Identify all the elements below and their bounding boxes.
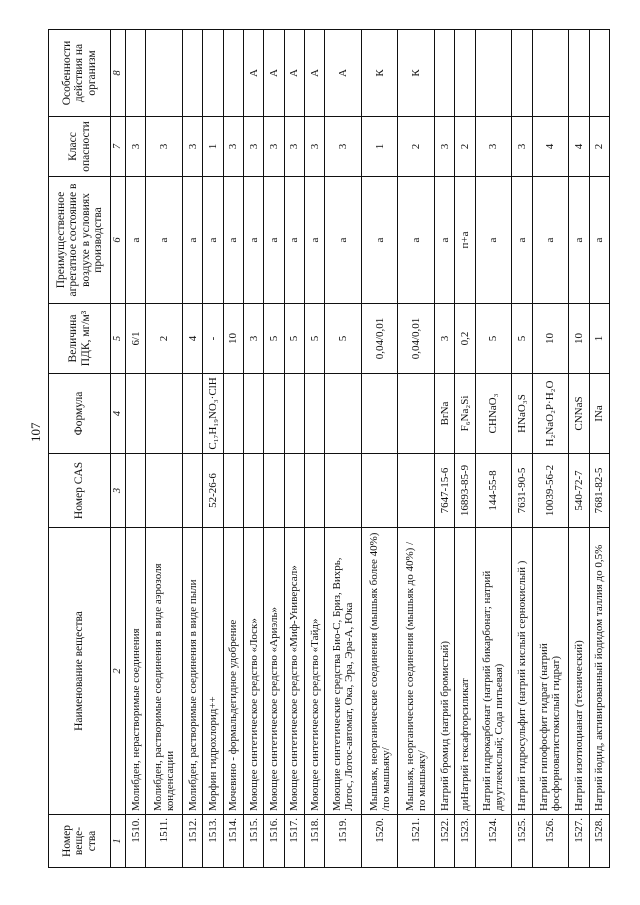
- cell-pdk: 5: [325, 304, 362, 374]
- cell-pdk: 3: [243, 304, 263, 374]
- cell-pdk: 0,04/0,01: [361, 304, 398, 374]
- column-number: 4: [111, 374, 126, 454]
- cell-formula: C₁₇H₁₉NO₃·ClH: [203, 374, 223, 454]
- cell-name: Мочевино - формальдегидное удобрение: [223, 528, 243, 815]
- cell-formula: HNaO₃S: [512, 374, 532, 454]
- cell-num: 1510.: [126, 815, 146, 868]
- column-number: 6: [111, 177, 126, 304]
- cell-feature: А: [243, 30, 263, 117]
- column-number: 7: [111, 117, 126, 177]
- cell-num: 1525.: [512, 815, 532, 868]
- header-state: Преимущественное агрегатное состояние в воздухе в условиях производства: [49, 177, 111, 304]
- cell-name: Морфин гидрохлорид++: [203, 528, 223, 815]
- cell-formula: [223, 374, 243, 454]
- cell-pdk: 0,2: [455, 304, 475, 374]
- cell-num: 1511.: [146, 815, 183, 868]
- table-row: [325, 30, 362, 868]
- cell-state: а: [569, 177, 589, 304]
- table-row: [361, 30, 398, 868]
- cell-state: а: [264, 177, 284, 304]
- cell-formula: [284, 374, 304, 454]
- cell-feature: А: [325, 30, 362, 117]
- header-formula: Формула: [49, 374, 111, 454]
- cell-pdk: 10: [223, 304, 243, 374]
- cell-class: 3: [304, 117, 324, 177]
- cell-cas: [126, 454, 146, 528]
- cell-name: диНатрий гексафторсиликат: [455, 528, 475, 815]
- cell-name: Моющее синтетическое средство «Миф-Универсал»: [284, 528, 304, 815]
- cell-name: Мышьяк, неорганические соединения (мышьяк до 40%) /по мышьяку/: [398, 528, 435, 815]
- cell-feature: [146, 30, 183, 117]
- page-number: 107: [28, 422, 43, 442]
- header-feature: Особенности действия на организм: [49, 30, 111, 117]
- cell-state: а: [203, 177, 223, 304]
- cell-formula: [304, 374, 324, 454]
- table-row: [569, 30, 589, 868]
- cell-class: 1: [203, 117, 223, 177]
- cell-formula: CHNaO₃: [475, 374, 512, 454]
- cell-formula: [264, 374, 284, 454]
- cell-feature: [203, 30, 223, 117]
- cell-name: Молибден, растворимые соединения в виде аэрозоля конденсации: [146, 528, 183, 815]
- cell-cas: 10039-56-2: [532, 454, 569, 528]
- cell-formula: F₆Na₂Si: [455, 374, 475, 454]
- table-row: [455, 30, 475, 868]
- table-row: [435, 30, 455, 868]
- table-row: [512, 30, 532, 868]
- column-number: 8: [111, 30, 126, 117]
- column-number: 2: [111, 528, 126, 815]
- cell-num: 1517.: [284, 815, 304, 868]
- cell-pdk: 5: [264, 304, 284, 374]
- table-row: [589, 30, 610, 868]
- cell-pdk: 5: [284, 304, 304, 374]
- cell-name: Моющее синтетическое средство «Ариэль»: [264, 528, 284, 815]
- cell-num: 1526.: [532, 815, 569, 868]
- table-row: [284, 30, 304, 868]
- table-row: [203, 30, 223, 868]
- header-num: Номер веще- ства: [49, 815, 111, 868]
- cell-cas: [182, 454, 202, 528]
- cell-feature: [126, 30, 146, 117]
- substances-table: [48, 29, 610, 868]
- cell-state: а: [304, 177, 324, 304]
- cell-feature: [182, 30, 202, 117]
- cell-class: 4: [532, 117, 569, 177]
- cell-cas: [304, 454, 324, 528]
- header-name: Наименование вещества: [49, 528, 111, 815]
- cell-cas: 16893-85-9: [455, 454, 475, 528]
- cell-feature: [532, 30, 569, 117]
- table-header-row: [49, 30, 111, 868]
- cell-class: 3: [435, 117, 455, 177]
- table-row: [398, 30, 435, 868]
- cell-num: 1519.: [325, 815, 362, 868]
- cell-name: Моющие синтетические средства Био-С, Бриз, Вихрь, Лотос, Лотос-автомат, Ока, Эра, Эра-А, Юка: [325, 528, 362, 815]
- cell-class: 4: [569, 117, 589, 177]
- header-cas: Номер CAS: [49, 454, 111, 528]
- cell-feature: А: [284, 30, 304, 117]
- cell-state: а: [435, 177, 455, 304]
- cell-class: 3: [512, 117, 532, 177]
- cell-cas: [284, 454, 304, 528]
- cell-feature: А: [264, 30, 284, 117]
- cell-cas: 144-55-8: [475, 454, 512, 528]
- cell-name: Натрий йодид, активированный йодидом таллия до 0,5%: [589, 528, 610, 815]
- cell-num: 1516.: [264, 815, 284, 868]
- table-row: [182, 30, 202, 868]
- cell-feature: К: [361, 30, 398, 117]
- cell-feature: [512, 30, 532, 117]
- cell-cas: 52-26-6: [203, 454, 223, 528]
- cell-pdk: 1: [589, 304, 610, 374]
- cell-num: 1512.: [182, 815, 202, 868]
- cell-state: п+а: [455, 177, 475, 304]
- cell-feature: [223, 30, 243, 117]
- cell-pdk: 3: [435, 304, 455, 374]
- table-row: [264, 30, 284, 868]
- cell-formula: [146, 374, 183, 454]
- cell-name: Моющее синтетическое средство «Лоск»: [243, 528, 263, 815]
- table-row: [146, 30, 183, 868]
- cell-formula: [243, 374, 263, 454]
- cell-cas: [146, 454, 183, 528]
- cell-feature: [589, 30, 610, 117]
- cell-num: 1522.: [435, 815, 455, 868]
- header-class: Класс опасности: [49, 117, 111, 177]
- cell-name: Молибден, растворимые соединения в виде пыли: [182, 528, 202, 815]
- cell-state: а: [126, 177, 146, 304]
- cell-num: 1521.: [398, 815, 435, 868]
- cell-pdk: 2: [146, 304, 183, 374]
- cell-state: а: [146, 177, 183, 304]
- cell-state: а: [532, 177, 569, 304]
- cell-num: 1514.: [223, 815, 243, 868]
- cell-class: 2: [398, 117, 435, 177]
- cell-cas: [223, 454, 243, 528]
- cell-cas: [264, 454, 284, 528]
- cell-class: 3: [243, 117, 263, 177]
- cell-pdk: 4: [182, 304, 202, 374]
- cell-formula: BrNa: [435, 374, 455, 454]
- cell-num: 1524.: [475, 815, 512, 868]
- cell-pdk: -: [203, 304, 223, 374]
- cell-class: 3: [182, 117, 202, 177]
- cell-num: 1527.: [569, 815, 589, 868]
- cell-state: а: [475, 177, 512, 304]
- cell-pdk: 10: [569, 304, 589, 374]
- column-number: 5: [111, 304, 126, 374]
- column-number: 1: [111, 815, 126, 868]
- cell-name: Натрий гипофосфит гидрат (натрий фосфорноватистокислый гидрат): [532, 528, 569, 815]
- cell-formula: [361, 374, 398, 454]
- cell-num: 1515.: [243, 815, 263, 868]
- cell-num: 1520.: [361, 815, 398, 868]
- cell-pdk: 6/1: [126, 304, 146, 374]
- table-row: [223, 30, 243, 868]
- cell-state: а: [243, 177, 263, 304]
- cell-formula: [398, 374, 435, 454]
- cell-class: 2: [589, 117, 610, 177]
- cell-num: 1528.: [589, 815, 610, 868]
- table-row: [126, 30, 146, 868]
- cell-name: Натрий гидрокарбонат (натрий бикарбонат; натрий двууглекислый; Сода питьевая): [475, 528, 512, 815]
- cell-state: а: [182, 177, 202, 304]
- cell-formula: [325, 374, 362, 454]
- cell-class: 3: [475, 117, 512, 177]
- cell-cas: 7631-90-5: [512, 454, 532, 528]
- cell-class: 3: [284, 117, 304, 177]
- cell-feature: [475, 30, 512, 117]
- cell-num: 1513.: [203, 815, 223, 868]
- cell-class: 2: [455, 117, 475, 177]
- rotated-page: [48, 30, 610, 868]
- cell-num: 1518.: [304, 815, 324, 868]
- cell-class: 3: [126, 117, 146, 177]
- cell-pdk: 0,04/0,01: [398, 304, 435, 374]
- cell-feature: К: [398, 30, 435, 117]
- cell-name: Мышьяк, неорганические соединения (мышьяк более 40%) /по мышьяку/: [361, 528, 398, 815]
- cell-pdk: 5: [512, 304, 532, 374]
- column-number-row: [111, 30, 126, 868]
- cell-feature: [455, 30, 475, 117]
- table-row: [243, 30, 263, 868]
- cell-state: а: [284, 177, 304, 304]
- cell-name: Натрий гидросульфит (натрий кислый сернокислый ): [512, 528, 532, 815]
- cell-cas: 7647-15-6: [435, 454, 455, 528]
- cell-pdk: 5: [475, 304, 512, 374]
- cell-pdk: 5: [304, 304, 324, 374]
- cell-formula: CNNaS: [569, 374, 589, 454]
- table-row: [532, 30, 569, 868]
- cell-formula: [126, 374, 146, 454]
- cell-class: 3: [223, 117, 243, 177]
- cell-class: 3: [264, 117, 284, 177]
- cell-name: Натрий изотиоцианат (технический): [569, 528, 589, 815]
- cell-class: 3: [146, 117, 183, 177]
- header-pdk: Величина ПДК, мг/м³: [49, 304, 111, 374]
- cell-cas: [243, 454, 263, 528]
- cell-feature: А: [304, 30, 324, 117]
- cell-cas: [398, 454, 435, 528]
- cell-state: а: [361, 177, 398, 304]
- cell-feature: [435, 30, 455, 117]
- cell-formula: H₂NaO₂P·H₂O: [532, 374, 569, 454]
- cell-feature: [569, 30, 589, 117]
- column-number: 3: [111, 454, 126, 528]
- cell-class: 3: [325, 117, 362, 177]
- cell-cas: [325, 454, 362, 528]
- cell-state: а: [589, 177, 610, 304]
- cell-formula: [182, 374, 202, 454]
- cell-formula: INa: [589, 374, 610, 454]
- table-body: [111, 30, 610, 868]
- cell-name: Натрий бромид (натрий бромистый): [435, 528, 455, 815]
- cell-name: Моющее синтетическое средство «Тайд»: [304, 528, 324, 815]
- cell-state: а: [325, 177, 362, 304]
- cell-cas: 7681-82-5: [589, 454, 610, 528]
- cell-state: а: [223, 177, 243, 304]
- cell-state: а: [398, 177, 435, 304]
- table-row: [304, 30, 324, 868]
- cell-num: 1523.: [455, 815, 475, 868]
- cell-pdk: 10: [532, 304, 569, 374]
- cell-class: 1: [361, 117, 398, 177]
- cell-cas: [361, 454, 398, 528]
- cell-state: а: [512, 177, 532, 304]
- cell-cas: 540-72-7: [569, 454, 589, 528]
- table-row: [475, 30, 512, 868]
- cell-name: Молибден, нерастворимые соединения: [126, 528, 146, 815]
